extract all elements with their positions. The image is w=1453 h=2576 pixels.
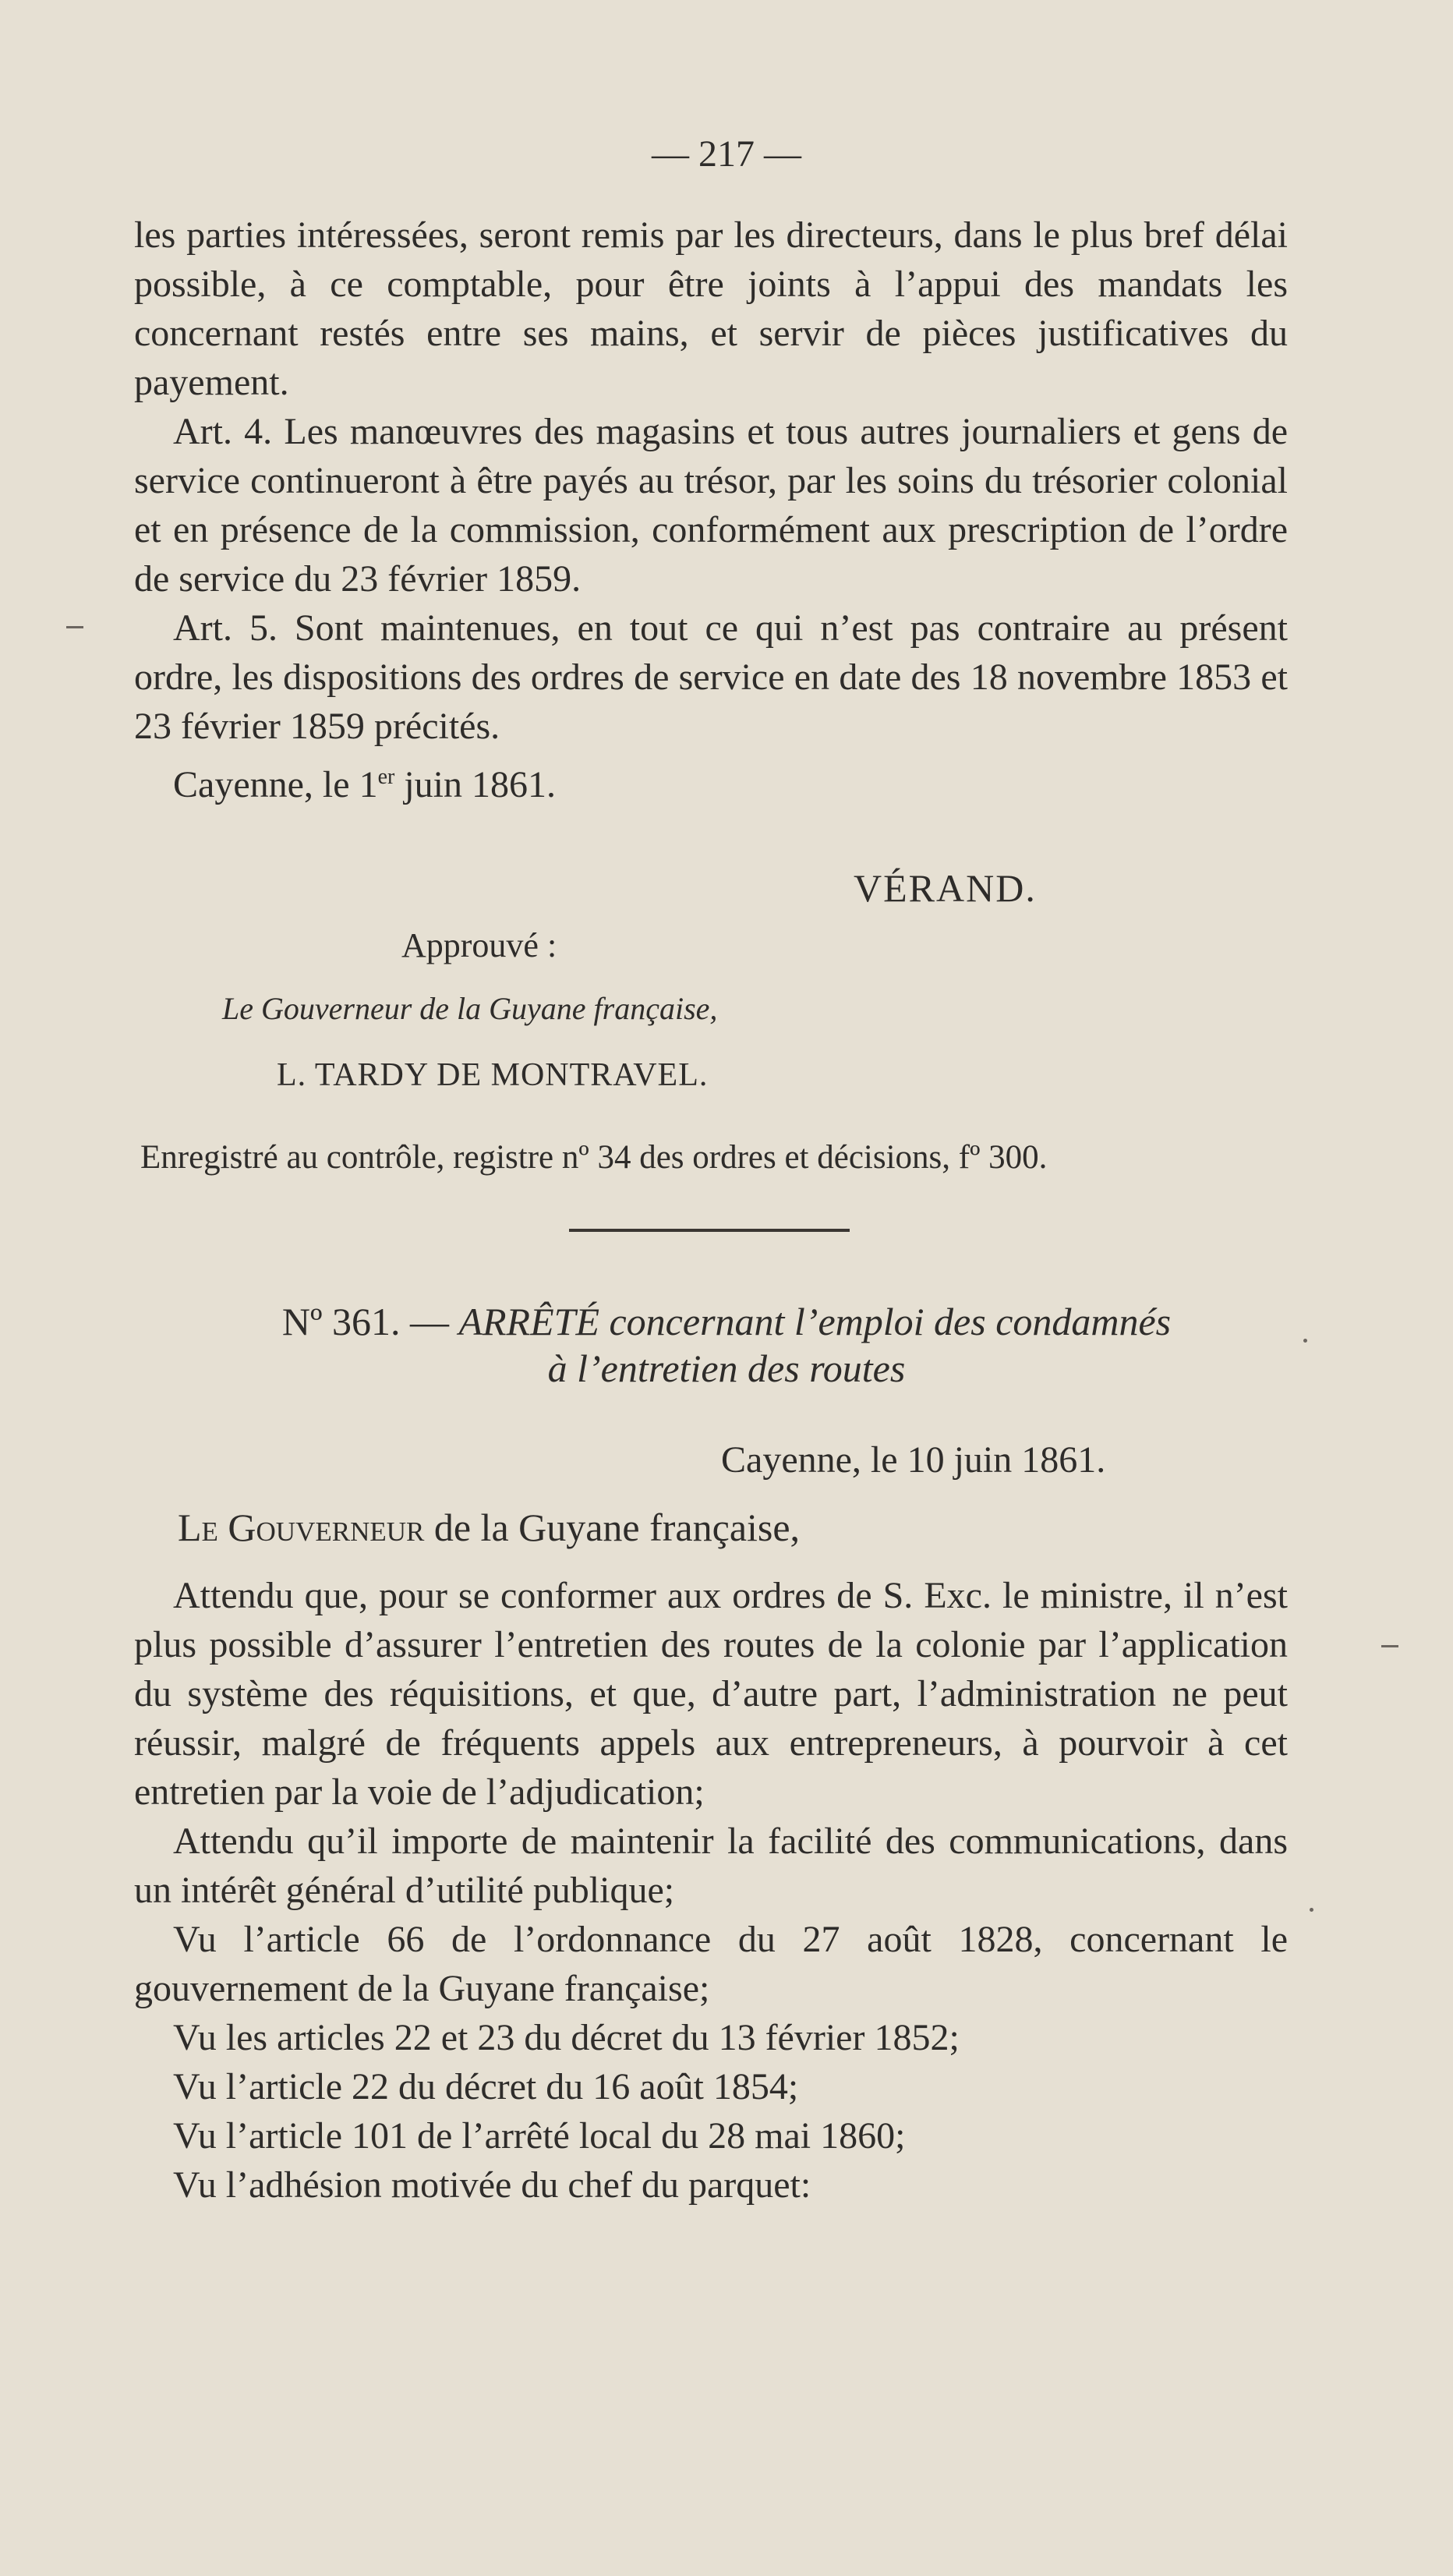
governor-heading xyxy=(178,1505,800,1550)
signature-verand: VÉRAND. xyxy=(854,866,1037,910)
decree-body xyxy=(134,1571,1288,2210)
governor-name: L. TARDY DE MONTRAVEL. xyxy=(277,1057,709,1093)
paragraph-art-5: Art. 5. Sont maintenues, en tout ce qui n’est pas contraire au présent ordre, les dispositions des ordres de service en date des 18 novembre 1853 et 23 février 1859 précités. xyxy=(134,607,1288,747)
paragraph-art-4: Art. 4. Les manœuvres des magasins et tous autres journaliers et gens de service continueront à être payés au trésor, par les soins du trésorier colonial et en présence de la commission, conformément aux prescription de l’ordre de service du 23 février 1859. xyxy=(134,411,1288,600)
decree-number: Nº 361. — xyxy=(281,1300,459,1343)
ink-dot xyxy=(1303,1339,1307,1343)
governor-heading-rest: de la Guyane française, xyxy=(424,1506,801,1549)
governor-heading-lead: Le Gouverneur xyxy=(178,1506,425,1549)
registry-note: Enregistré au contrôle, registre nº 34 des ordres et décisions, fº 300. xyxy=(140,1139,1048,1176)
top-text-block xyxy=(134,211,1288,809)
decree-title xyxy=(0,1298,1453,1392)
decree-title-text-1: ARRÊTÉ concernant l’emploi des condamnés xyxy=(458,1300,1172,1343)
visa-4: Vu l’article 101 de l’arrêté local du 28 mai 1860; xyxy=(173,2115,906,2157)
place-date-suffix: juin 1861. xyxy=(394,764,557,805)
ink-dot xyxy=(1310,1908,1313,1912)
margin-mark xyxy=(66,626,83,628)
visa-5: Vu l’adhésion motivée du chef du parquet: xyxy=(173,2164,811,2206)
section-divider xyxy=(569,1229,850,1232)
governor-title: Le Gouverneur de la Guyane française, xyxy=(222,991,718,1026)
considerant-2: Attendu qu’il importe de maintenir la facilité des communications, dans un intérêt général d’utilité publique; xyxy=(134,1821,1288,1911)
paragraph-continuation: les parties intéressées, seront remis par les directeurs, dans le plus bref délai possible, à ce comptable, pour être joints à l’appui des mandats les concernant restés entre ses mains, et servir de pièces justificatives du payement. xyxy=(134,214,1288,403)
place-date-sup: er xyxy=(377,765,395,789)
margin-mark xyxy=(1381,1645,1398,1647)
place-date-line xyxy=(134,760,1288,809)
decree-title-line-2: à l’entretien des routes xyxy=(547,1346,906,1390)
decree-title-line-1 xyxy=(0,1298,1453,1345)
place-date-prefix: Cayenne, le 1 xyxy=(173,764,378,805)
visa-3: Vu l’article 22 du décret du 16 août 1854; xyxy=(173,2066,799,2107)
page-number: — 217 — xyxy=(652,133,801,175)
visa-2: Vu les articles 22 et 23 du décret du 13 février 1852; xyxy=(173,2017,960,2058)
approval-label: Approuvé : xyxy=(401,926,557,964)
visa-1: Vu l’article 66 de l’ordonnance du 27 août 1828, concernant le gouvernement de la Guyane française; xyxy=(134,1919,1288,2009)
considerant-1: Attendu que, pour se conformer aux ordres de S. Exc. le ministre, il n’est plus possible d’assurer l’entretien des routes de la colonie par l’application du système des réquisitions, et que, d’autre part, l’administration ne peut réussir, malgré de fréquents appels aux entrepreneurs, à pourvoir à cet entretien par la voie de l’adjudication; xyxy=(134,1575,1288,1813)
decree-date: Cayenne, le 10 juin 1861. xyxy=(721,1439,1106,1481)
